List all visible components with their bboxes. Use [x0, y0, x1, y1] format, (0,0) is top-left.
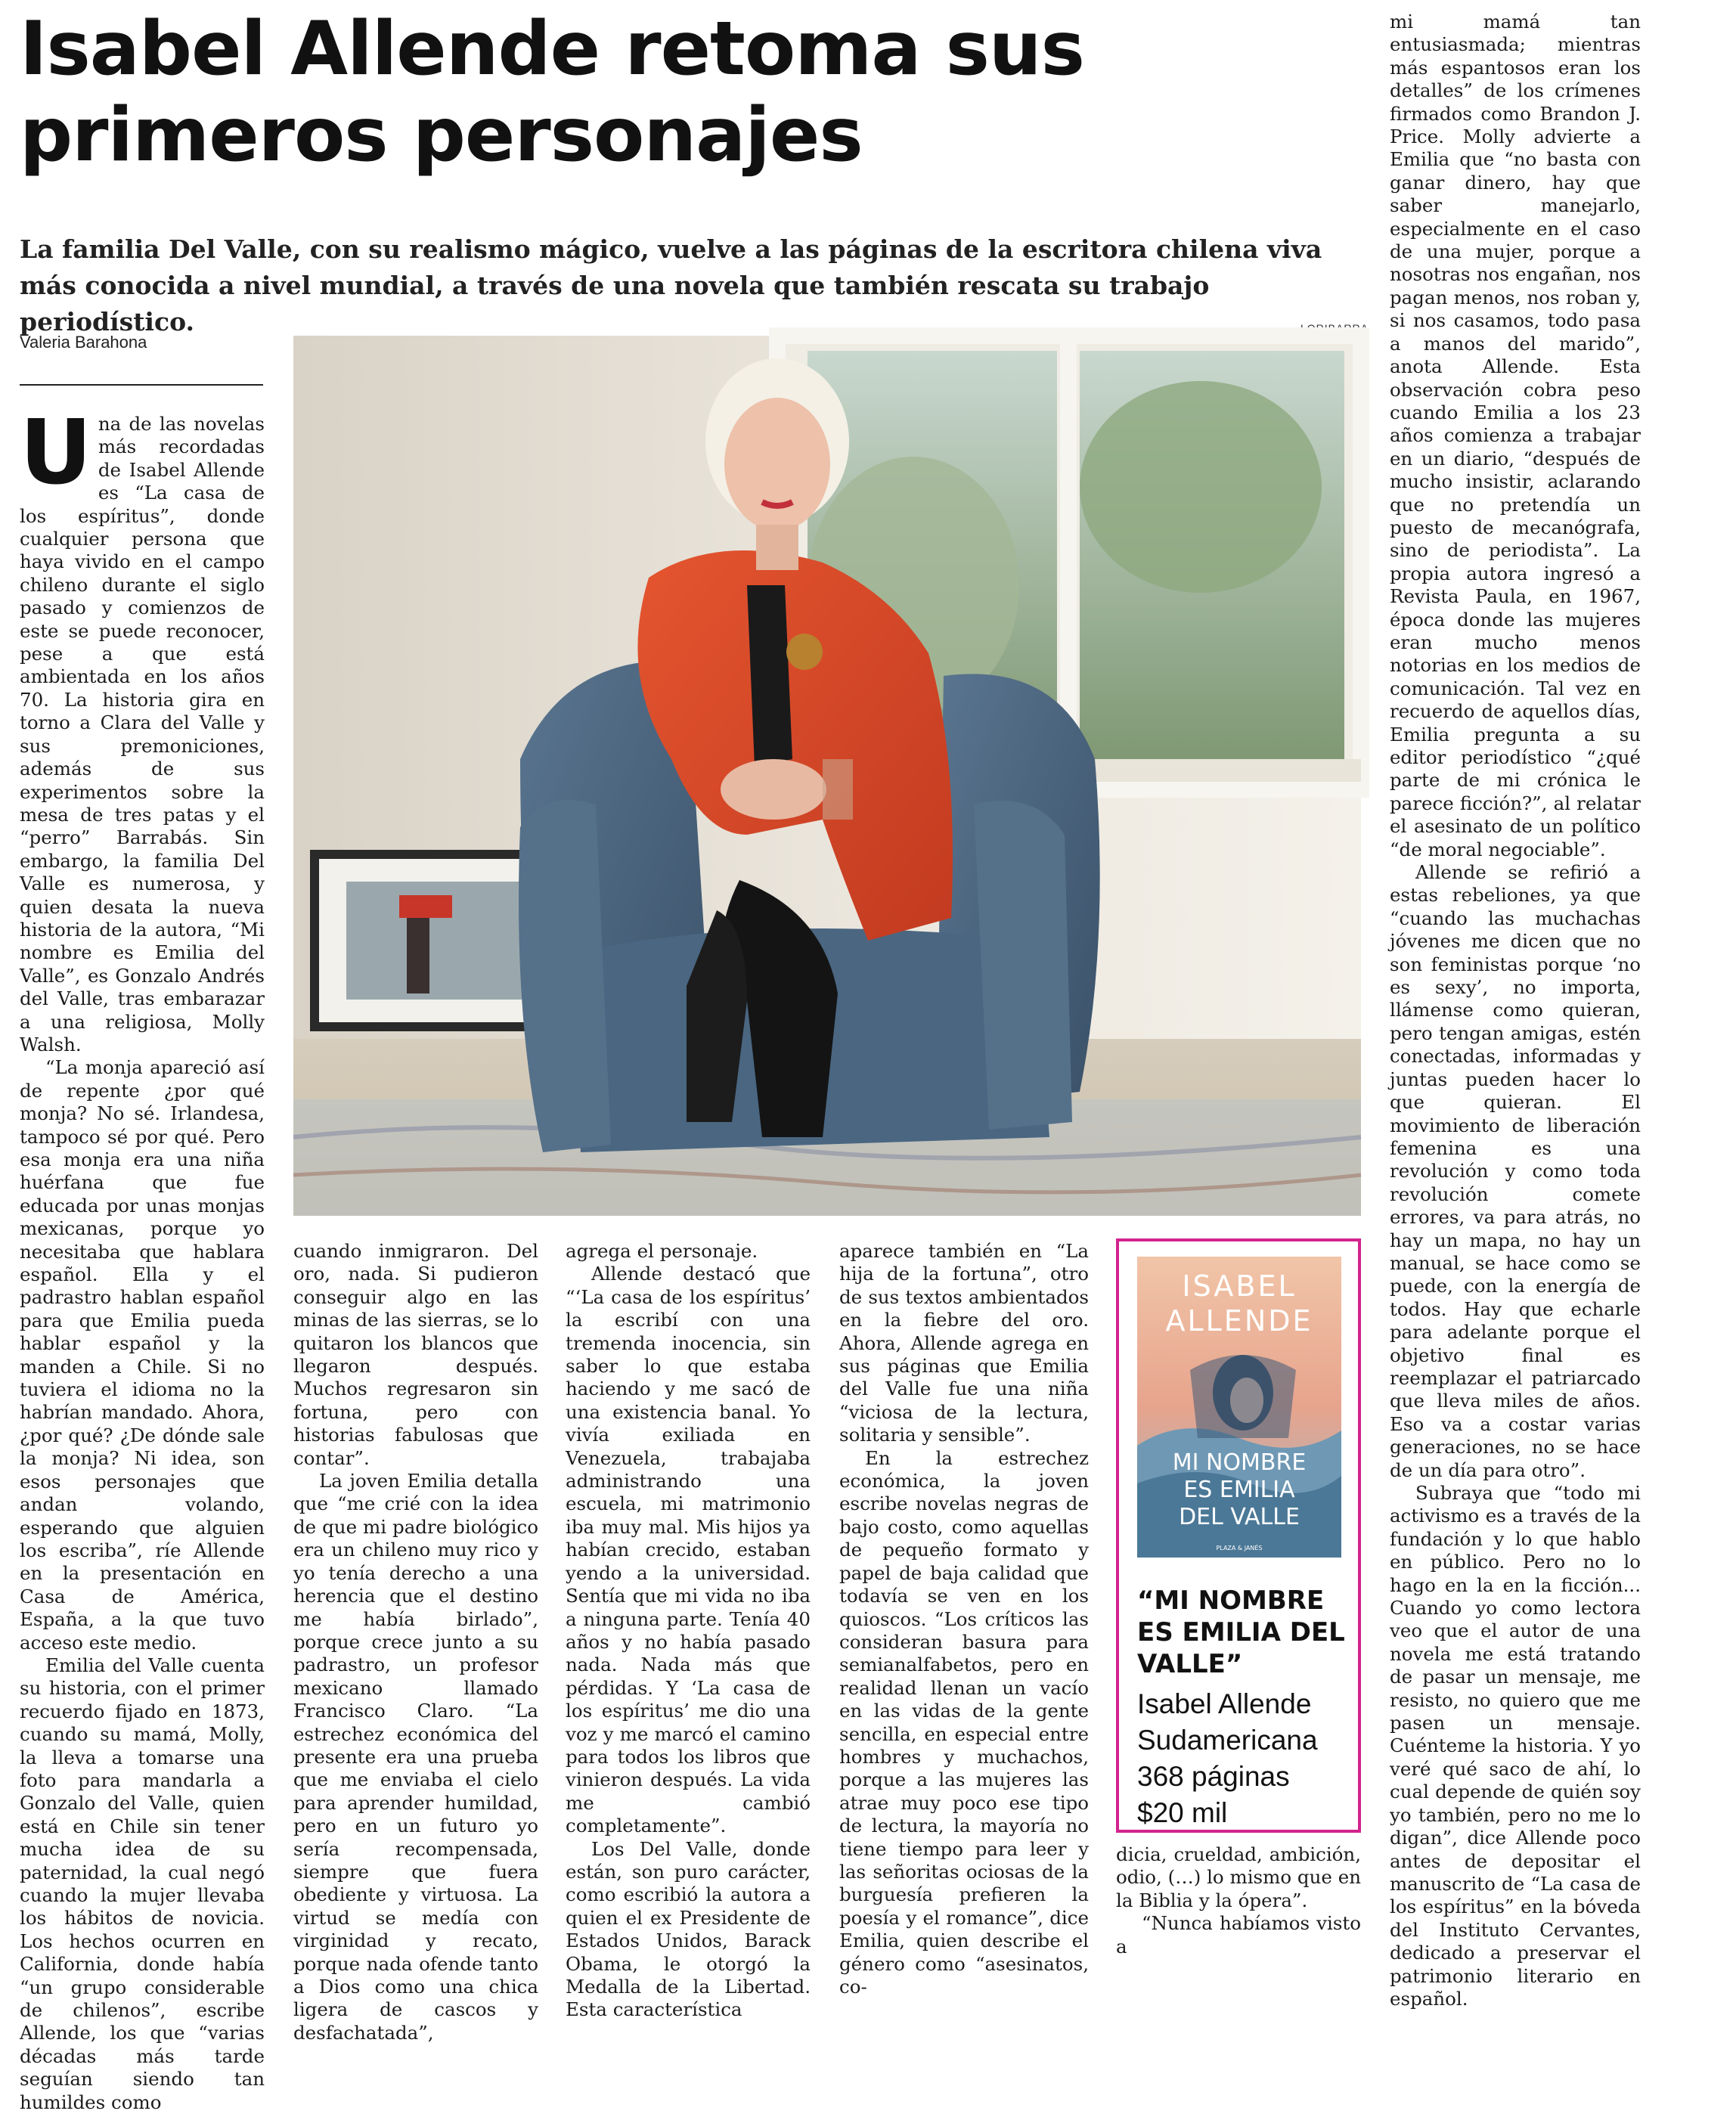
body-column-1	[20, 400, 265, 2113]
headline: Isabel Allende retoma sus primeros personajes	[20, 6, 1085, 178]
body-column-6	[1390, 11, 1641, 2010]
book-pages: 368 páginas	[1137, 1761, 1290, 1792]
paragraph: La joven Emilia detalla que “me crié con la idea de que mi padre biológico era un chileno muy rico y yo tenía derecho a una herencia que el destino me había birlado”, porque crece junto a su padrastro, un profesor mexicano llamado Francisco Claro. “La estrechez económica del presente era una prueba que me enviaba el cielo para aprender humildad, pero en un futuro yo sería recompensada, siempre que fuera obediente y virtuosa. La virtud se medía con virginidad y recato, porque nada ofende tanto a Dios como una chica ligera de cascos y desfachatada”,	[293, 1470, 538, 2044]
book-cover	[1137, 1257, 1341, 1558]
paragraph: Emilia del Valle cuenta su historia, con el primer recuerdo fijado en 1873, cuando su mamá, Molly, la lleva a tomarse una foto para mandarla a Gonzalo del Valle, quien está en Chile sin tener mucha idea de su paternidad, la cual negó cuando la mujer llevaba los hábitos de novicia. Los hechos ocurren en California, donde había “un grupo considerable de chilenos”, escribe Allende, los que “varias décadas más tarde seguían siendo tan humildes como	[20, 1654, 265, 2113]
body-column-2	[293, 1240, 538, 2044]
cover-title-1: MI NOMBRE	[1172, 1449, 1307, 1476]
paragraph: En la estrechez económica, la joven escribe novelas negras de bajo costo, como aquellas de pequeño formato y papel de baja calidad que todavía se ven en los quioscos. “Los críticos las consideran basura para semianalfabetos, pero en realidad llenan un vacío en las vidas de la gente sencilla, en especial entre hombres y muchachos, porque a las mujeres las atrae muy poco ese tipo de lectura, la mayoría no tiene tiempo para leer y las señoritas ociosas de la burguesía prefieren la poesía y el romance”, dice Emilia, quien describe el género como “asesinatos, co-	[839, 1446, 1089, 1998]
book-price: $20 mil	[1137, 1797, 1228, 1828]
cover-publisher: PLAZA & JANÉS	[1216, 1545, 1263, 1551]
paragraph: “La monja apareció así de repente ¿por qué monja? No sé. Irlandesa, tampoco sé por qué. Pero esa monja era una niña huérfana que fue educada por unas monjas mexicanas, porque yo necesitaba que hablara español. Ella y el padrastro hablan español para que Emilia pueda hablar español y la manden a Chile. Si no tuviera el idioma no la habrían mandado. Ahora, ¿por qué? ¿De dónde sale la monja? Ni idea, son esos personajes que andan volando, esperando que alguien los escriba”, ríe Allende en la presentación en Casa de América, España, a la que tuvo acceso este medio.	[20, 1056, 265, 1654]
book-info-box	[1116, 1238, 1361, 1833]
body-column-5	[1116, 1843, 1361, 2001]
paragraph: Allende se refirió a estas rebeliones, ya que “cuando las muchachas jóvenes me dicen que no son feministas porque ‘no es sexy’, no importa, llámense como quieran, pero tengan amigas, estén conectadas, informadas y juntas pueden hacer lo que quieran. El movimiento de liberación femenina es una revolución y como toda revolución comete errores, va para atrás, no hay un mapa, no hay un manual, se hace como se puede, con la energía de todos. Hay que echarle para adelante porque el objetivo final es reemplazar el patriarcado que lleva miles de años. Eso va a costar varias generaciones, no se hace de un día para otro”.	[1390, 861, 1641, 1481]
author-photo	[293, 336, 1361, 1216]
deck: La familia Del Valle, con su realismo mágico, vuelve a las páginas de la escritora chilena viva más conocida a nivel mundial, a través de una novela que también rescata su trabajo periodístico.	[20, 234, 1322, 336]
cover-title-2: ES EMILIA	[1183, 1477, 1295, 1503]
paragraph: Subraya que “todo mi activismo es a través de la fundación y lo que hablo en público. Pero no lo hago en la en la ficción... Cuando yo como lectora veo que el autor de una novela me está tratando de pasar un mensaje, me resisto, no quiero que me pasen un mensaje. Cuénteme la historia. Y yo veré qué saco de ahí, lo cual depende de quién soy yo también, pero no me lo digan”, dice Allende poco antes de depositar el manuscrito de “La casa de los espíritus” en la bóveda del Instituto Cervantes, dedicado a preservar el patrimonio literario en español.	[1390, 1482, 1641, 2010]
body-column-4	[839, 1240, 1089, 2001]
paragraph: “Nunca habíamos visto a	[1116, 1912, 1361, 1957]
cover-author-1: ISABEL	[1182, 1269, 1297, 1303]
drop-cap: U	[20, 400, 92, 504]
paragraph: agrega el personaje.	[566, 1240, 758, 1262]
byline-divider	[20, 384, 263, 386]
cover-author-2: ALLENDE	[1165, 1304, 1313, 1338]
paragraph: Los Del Valle, donde están, son puro carácter, como escribió la autora a quien el ex Presidente de Estados Unidos, Barack Obama, le otorgó la Medalla de la Libertad. Esta característica	[566, 1837, 811, 2021]
body-column-3	[566, 1240, 811, 2021]
book-title: “MI NOMBRE ES EMILIA DEL VALLE”	[1137, 1586, 1345, 1679]
cover-title-3: DEL VALLE	[1179, 1504, 1300, 1530]
paragraph: cuando inmigraron. Del oro, nada. Si pudieron conseguir algo en las minas de las sierras, se lo quitaron los blancos que llegaron después. Muchos regresaron sin fortuna, pero con historias fabulosas que contar”.	[293, 1240, 538, 1469]
paragraph: Allende destacó que “‘La casa de los espíritus’ la escribí con una tremenda inocencia, sin saber lo que estaba haciendo y me sacó de una existencia banal. Yo vivía exiliada en Venezuela, trabajaba administrando una escuela, mi matrimonio iba muy mal. Mis hijos ya habían crecido, estaban yendo a la universidad. Sentía que mi vida no iba a ninguna parte. Tenía 40 años y no había pasado nada. Nada más que pérdidas. Y ‘La casa de los espíritus’ me dio una voz y me marcó el camino para todos los libros que vinieron después. La vida me cambió completamente”.	[566, 1263, 811, 1837]
paragraph: mi mamá tan entusiasmada; mientras más espantosos eran los detalles” de los crímenes firmados como Brandon J. Price. Molly advierte a Emilia que “no basta con ganar dinero, hay que saber manejarlo, especialmente en el caso de una mujer, porque a nosotras nos engañan, nos pagan menos, nos roban y, si nos casamos, todo pasa a manos del marido”, anota Allende. Esta observación cobra peso cuando Emilia a los 23 años comienza a trabajar en un diario, “después de mucho insistir, aclarando que no pretendía un puesto de mecanógrafa, sino de periodista”. La propia autora ingresó a Revista Paula, en 1967, época donde las mujeres eran mucho menos notorias en los medios de comunicación. Tal vez en recuerdo de aquellos días, Emilia pregunta a su editor periodístico “¿qué parte de mi crónica le parece ficción?”, al relatar el asesinato de un político “de moral negociable”.	[1390, 11, 1641, 860]
byline: Valeria Barahona	[20, 333, 147, 352]
paragraph: Una de las novelas más recordadas de Isabel Allende es “La casa de los espíritus”, donde cualquier persona que haya vivido en el campo chileno durante el siglo pasado y comienzos de este se puede reconocer, pese a que está ambientada en los años 70. La historia gira en torno a Clara del Valle y sus premoniciones, además de sus experimentos sobre la mesa de tres patas y el “perro” Barrabás. Sin embargo, la familia Del Valle es numerosa, y quien desata la nueva historia de la autora, “Mi nombre es Emilia del Valle”, es Gonzalo Andrés del Valle, tras embarazar a una religiosa, Molly Walsh.	[20, 400, 265, 1055]
paragraph: aparece también en “La hija de la fortuna”, otro de sus textos ambientados en la fiebre del oro. Ahora, Allende agrega en sus páginas que Emilia del Valle fue una niña “viciosa de la lectura, solitaria y sensible”.	[839, 1240, 1089, 1446]
book-publisher: Sudamericana	[1137, 1725, 1318, 1756]
paragraph: dicia, crueldad, ambición, odio, (…) lo mismo que en la Biblia y la ópera”.	[1116, 1843, 1361, 1911]
photo-credit: LORIBARRA	[1300, 322, 1369, 334]
book-author: Isabel Allende	[1137, 1688, 1312, 1719]
